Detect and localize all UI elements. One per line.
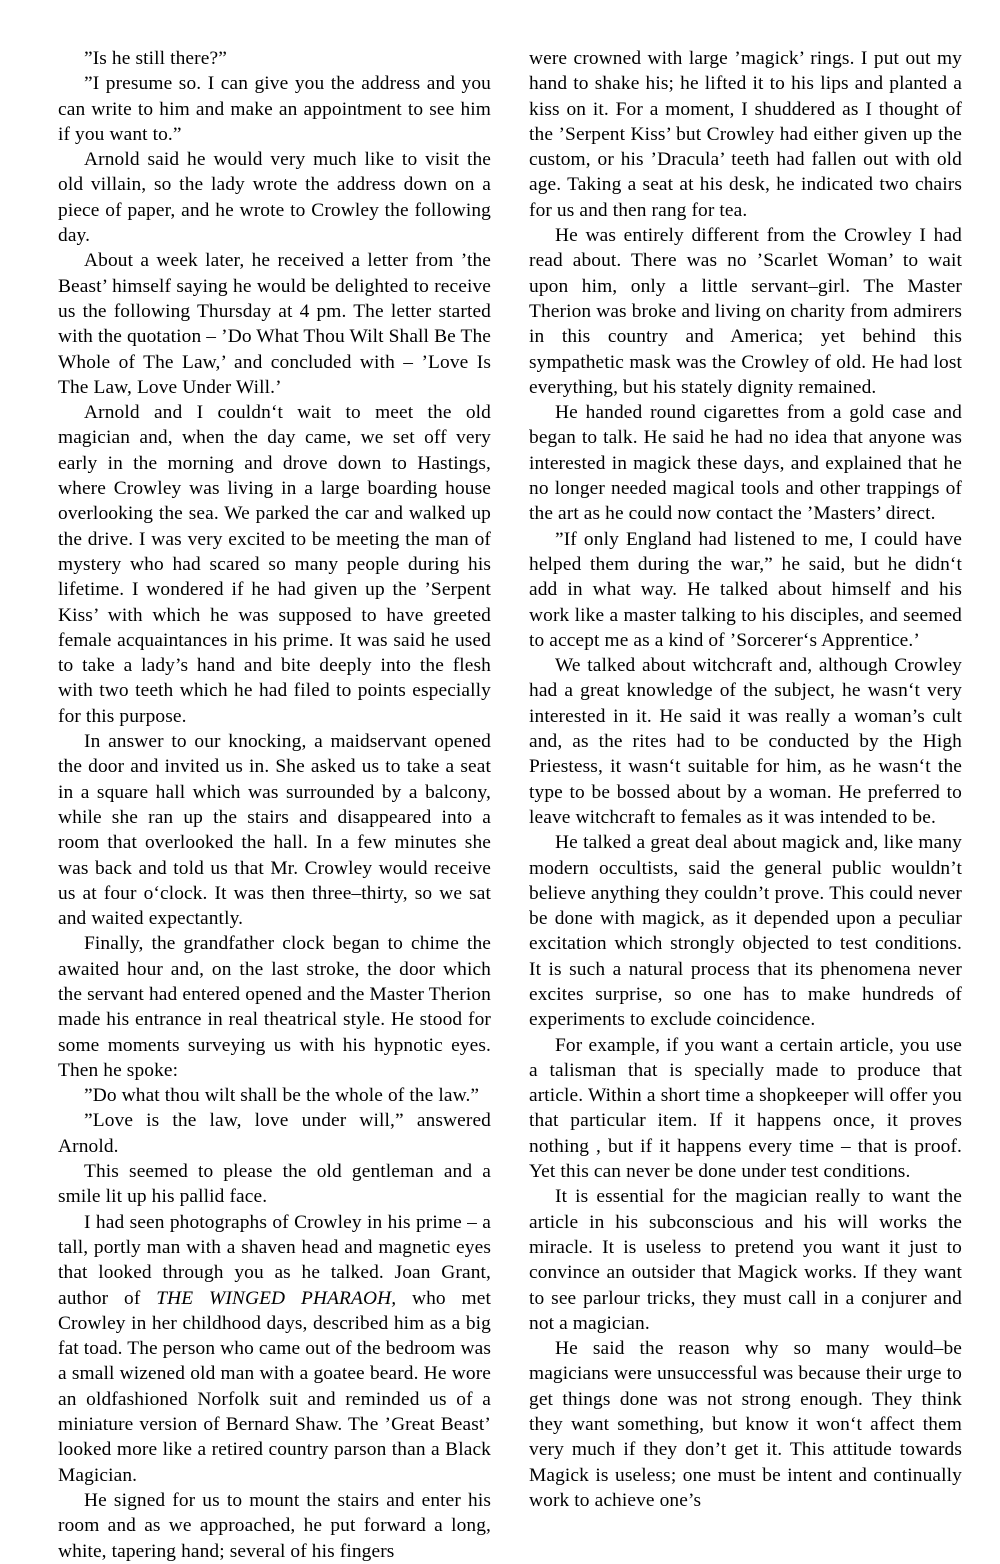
two-column-layout [58,46,962,1562]
paragraph: ”I presume so. I can give you the address and you can write to him and make an appointment to see him if you want to.” [58,73,491,145]
paragraph: He signed for us to mount the stairs and enter his room and as we approached, he put forward a long, white, tapering hand; several of his fingers [58,1489,491,1562]
paragraph: He was entirely different from the Crowley I had read about. There was no ’Scarlet Woman’ to wait upon him, only a little servant–girl. The Master Therion was broke and living on charity from admirers in this country and America; yet behind this sympathetic mask was the Crowley of old. He had lost everything, but his stately dignity remained. [529,225,962,398]
paragraph: We talked about witchcraft and, although Crowley had a great knowledge of the subject, he wasn‘t very interested in it. He said it was really a woman’s cult and, as the rites had to be conducted by the High Priestess, it wasn‘t suitable for him, as he wasn‘t the type to be bossed about by a woman. He preferred to leave witchcraft to females as it was intended to be. [529,655,962,828]
paragraph: It is essential for the magician really to want the article in his subconscious and his will works the miracle. It is useless to pretend you want it just to convince an outsider that Magick works. If they want to see parlour tricks, they must call in a conjurer and not a magician. [529,1186,962,1334]
paragraph: Finally, the grandfather clock began to chime the awaited hour and, on the last stroke, the door which the servant had entered opened and the Master Therion made his entrance in real theatrical style. He stood for some moments surveying us with his hypnotic eyes. Then he spoke: [58,933,491,1081]
paragraph: ”If only England had listened to me, I could have helped them during the war,” he said, but he didn‘t add in what way. He talked about himself and his work like a master talking to his disciples, and seemed to accept me as a kind of ’Sorcerer‘s Apprentice.’ [529,528,962,651]
paragraph-text-after: who met Crowley in her childhood days, described him as a big fat toad. The person who came out of the bedroom was a small wizened old man with a goatee beard. He wore an oldfashioned Norfolk suit and reminded us of a miniature version of Bernard Shaw. The ’Great Beast’ looked more like a retired country parson than a Black Magician. [58,1287,491,1486]
paragraph: In answer to our knocking, a maidservant opened the door and invited us in. She asked us to take a seat in a square hall which was surrounded by a balcony, while she ran up the stairs and disappeared into a room that overlooked the hall. In a few minutes she was back and told us that Mr. Crowley would receive us at four o‘clock. It was then three–thirty, so we sat and waited expectantly. [58,731,491,930]
paragraph: For example, if you want a certain article, you use a talisman that is specially made to produce that article. Within a short time a shopkeeper will offer you that particular item. If it happens once, it proves nothing , but if it happens every time – that is proof. Yet this can never be done under test conditions. [529,1034,962,1183]
paragraph: About a week later, he received a letter from ’the Beast’ himself saying he would be delighted to receive us the following Thursday at 4 pm. The letter started with the quotation – ’Do What Thou Wilt Shall Be The Whole of The Law,’ and concluded with – ’Love Is The Law, Love Under Will.’ [58,250,491,398]
paragraph: This seemed to please the old gentleman and a smile lit up his pallid face. [58,1161,491,1208]
column-left [58,46,491,1562]
paragraph-with-italic-title [58,1210,491,1488]
book-title-italic: THE WINGED PHARAOH, [156,1287,397,1309]
paragraph: ”Is he still there?” [84,48,227,69]
paragraph: were crowned with large ’magick’ rings. I put out my hand to shake his; he lifted it to his lips and planted a kiss on it. For a moment, I shuddered as I thought of the ’Serpent Kiss’ but Crowley had either given up the custom, or his ’Dracula’ teeth had fallen out with old age. Taking a seat at his desk, he indicated two chairs for us and then rang for tea. [529,48,962,221]
paragraph-text-before: I had seen photographs of Crowley in his prime – a tall, portly man with a shaven head and magnetic eyes that looked through you as he talked. Joan Grant, author of [58,1211,491,1309]
column-right [529,46,962,1511]
paragraph: ”Do what thou wilt shall be the whole of the law.” [84,1085,480,1107]
paragraph: Arnold and I couldn‘t wait to meet the old magician and, when the day came, we set off very early in the morning and drove down to Hastings, where Crowley was living in a large boarding house overlooking the sea. We parked the car and walked up the drive. I was very excited to be meeting the man of mystery who had scared so many people during his lifetime. I wondered if he had given up the ’Serpent Kiss’ with which he was supposed to have greeted female acquaintances in his prime. It was said he used to take a lady’s hand and bite deeply into the flesh with two teeth which he had filed to points especially for this purpose. [58,402,491,727]
paragraph: He talked a great deal about magick and, like many modern occultists, said the general public wouldn’t believe anything they couldn’t prove. This could never be done with magick, as it depended upon a peculiar excitation which strongly objected to test conditions. It is such a natural process that its phenomena never excites surprise, so one has to make hundreds of experiments to exclude coincidence. [529,832,962,1031]
paragraph: He handed round cigarettes from a gold case and began to talk. He said he had no idea that anyone was interested in magick these days, and explained that he no longer needed magical tools and other trappings of the art as he could now contact the ’Masters’ direct. [529,402,962,525]
paragraph: ”Love is the law, love under will,” answered Arnold. [58,1110,491,1157]
paragraph: Arnold said he would very much like to visit the old villain, so the lady wrote the address down on a piece of paper, and he wrote to Crowley the following day. [58,149,491,247]
paragraph: He said the reason why so many would–be magicians were unsuccessful was because their urge to get things done was not strong enough. They think they want something, but know it won‘t affect them very much if they don’t get it. This attitude towards Magick is useless; one must be intent and continually work to achieve one’s [529,1338,962,1511]
